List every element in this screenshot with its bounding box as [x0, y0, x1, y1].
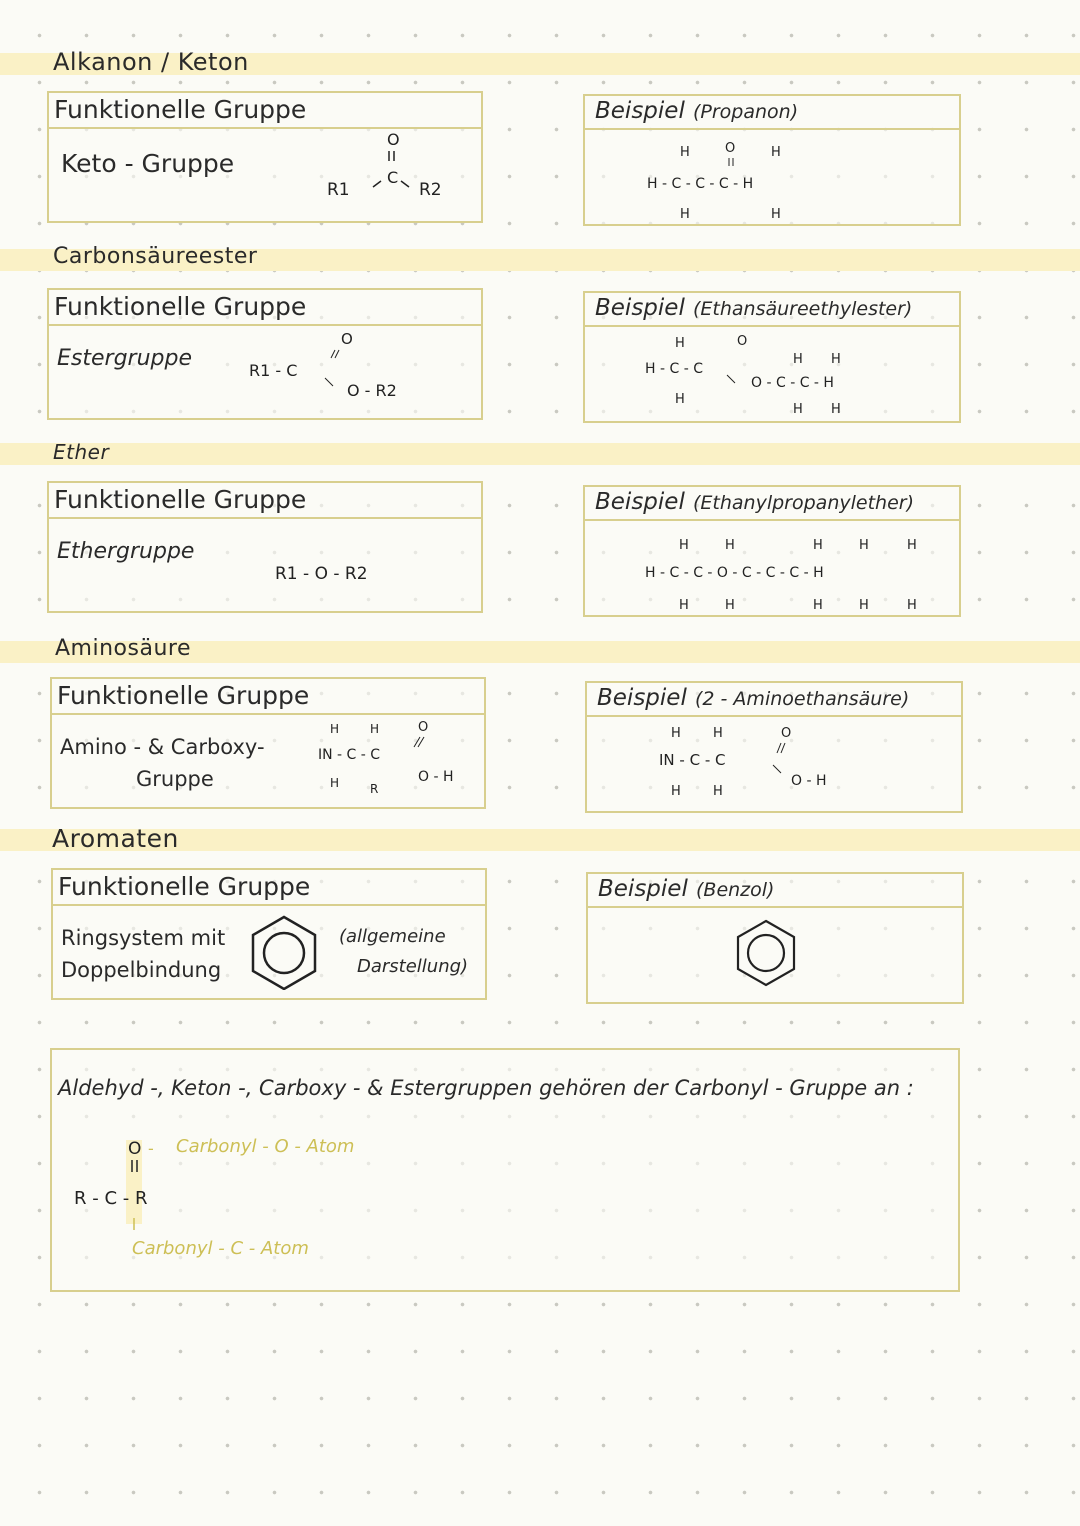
- ether-group-structure: [269, 553, 469, 593]
- example-label: Beispiel: [595, 295, 685, 321]
- section-band-ether: [0, 443, 1080, 465]
- summary-box: [50, 1048, 960, 1292]
- svg-text:O: O: [781, 726, 792, 741]
- example-box-propanon: [583, 94, 961, 226]
- svg-text:O: O: [725, 141, 736, 156]
- fg-name: Ethergruppe: [57, 539, 195, 564]
- svg-text:H: H: [679, 538, 689, 553]
- svg-text:H: H: [330, 776, 340, 790]
- svg-text:C: C: [387, 168, 399, 187]
- aminoethansaeure-structure: [657, 721, 897, 806]
- carbonyl-o-label: Carbonyl - O - Atom: [176, 1136, 355, 1157]
- fg-box-ester: [47, 288, 483, 420]
- example-label: Beispiel: [598, 876, 688, 902]
- section-title-ether: Ether: [53, 440, 110, 464]
- svg-text:H: H: [680, 207, 690, 221]
- example-box-aminosaeure: [585, 681, 963, 813]
- svg-text:R1 - O - R2: R1 - O - R2: [275, 564, 368, 584]
- aromaten-note-line2: Darstellung): [357, 956, 469, 977]
- svg-text:H: H: [831, 352, 841, 367]
- ether-example-structure: [641, 533, 961, 613]
- fg-name-line1: Amino - & Carboxy-: [60, 735, 265, 759]
- example-label: Beispiel: [595, 489, 685, 515]
- svg-text:H: H: [675, 336, 685, 351]
- example-name: (Ethanylpropanylether): [693, 492, 914, 514]
- example-box-benzol: [586, 872, 964, 1004]
- svg-text:O: O: [737, 334, 748, 349]
- example-box-ethylester: [583, 291, 961, 423]
- svg-text:IN - C - C: IN - C - C: [659, 751, 726, 769]
- svg-text:H: H: [671, 726, 681, 741]
- svg-text:H: H: [793, 352, 803, 367]
- aromaten-note-line1: (allgemeine: [339, 926, 446, 947]
- fg-box-keton: [47, 91, 483, 223]
- fg-label: Funktionelle Gruppe: [54, 292, 307, 321]
- example-label: Beispiel: [595, 98, 685, 124]
- svg-text:IN - C - C: IN - C - C: [318, 747, 381, 763]
- svg-text:O: O: [341, 330, 353, 348]
- svg-text:H: H: [813, 598, 823, 613]
- summary-text: Aldehyd -, Keton -, Carboxy - & Estergruppen gehören der Carbonyl - Gruppe an :: [58, 1076, 914, 1100]
- fg-name: Keto - Gruppe: [61, 149, 235, 178]
- fg-name-line1: Ringsystem mit: [61, 926, 226, 950]
- section-title-aminosaeure: Aminosäure: [55, 636, 191, 661]
- svg-text:H: H: [725, 538, 735, 553]
- svg-text:O: O: [418, 720, 429, 735]
- svg-text:H: H: [771, 207, 781, 221]
- svg-text:H: H: [831, 402, 841, 417]
- svg-text:O - H: O - H: [791, 773, 827, 789]
- example-name: (Propanon): [693, 101, 799, 123]
- svg-text:H: H: [771, 145, 781, 160]
- carbonyl-c-label: Carbonyl - C - Atom: [132, 1238, 309, 1259]
- svg-text:O - C - C - H: O - C - C - H: [751, 375, 834, 391]
- fg-name: Estergruppe: [57, 346, 192, 371]
- svg-text:H: H: [713, 726, 723, 741]
- fg-label: Funktionelle Gruppe: [54, 485, 307, 514]
- svg-text:O - H: O - H: [418, 769, 454, 785]
- fg-box-ether: [47, 481, 483, 613]
- svg-text:H: H: [679, 598, 689, 613]
- fg-label: Funktionelle Gruppe: [54, 95, 307, 124]
- svg-text:O - R2: O - R2: [347, 381, 397, 400]
- svg-text:-: -: [148, 1139, 154, 1158]
- svg-text:R - C - R: R - C - R: [74, 1188, 148, 1209]
- section-title-keton: Alkanon / Keton: [53, 48, 249, 76]
- svg-text:H: H: [859, 598, 869, 613]
- svg-text:R2: R2: [419, 180, 442, 200]
- svg-text:H: H: [671, 784, 681, 799]
- example-name: (Benzol): [696, 879, 775, 901]
- svg-text:R1 - C: R1 - C: [249, 361, 298, 380]
- fg-label: Funktionelle Gruppe: [57, 681, 310, 710]
- fg-box-aromaten: [51, 868, 487, 1000]
- section-title-aromaten: Aromaten: [52, 824, 179, 853]
- svg-text:H - C - C - O - C - C - C: H - C - C - O - C - C - C - H: [645, 565, 824, 581]
- example-name: (Ethansäureethylester): [693, 298, 913, 320]
- example-name: (2 - Aminoethansäure): [695, 688, 910, 710]
- example-box-ether: [583, 485, 961, 617]
- svg-text:O: O: [387, 130, 400, 149]
- keto-group-structure: [269, 129, 469, 219]
- svg-text:H: H: [330, 722, 340, 736]
- section-title-ester: Carbonsäureester: [53, 244, 258, 269]
- fg-box-aminosaeure: [50, 677, 486, 809]
- svg-text:H: H: [713, 784, 723, 799]
- example-label: Beispiel: [597, 685, 687, 711]
- svg-text:O: O: [128, 1139, 142, 1159]
- fg-label: Funktionelle Gruppe: [58, 872, 311, 901]
- svg-text:H: H: [370, 722, 380, 736]
- svg-text:R1: R1: [327, 180, 350, 200]
- svg-text:H: H: [859, 538, 869, 553]
- benzol-ring-icon: [734, 918, 798, 988]
- svg-text:H: H: [813, 538, 823, 553]
- svg-text:H: H: [907, 538, 917, 553]
- svg-text:H: H: [907, 598, 917, 613]
- benzene-ring-icon: [249, 914, 319, 990]
- svg-text:H: H: [725, 598, 735, 613]
- svg-text:H: H: [675, 392, 685, 407]
- amino-group-structure: [314, 719, 484, 804]
- propanon-structure: [641, 136, 841, 221]
- svg-text:R: R: [370, 782, 379, 796]
- svg-text:H: H: [793, 402, 803, 417]
- svg-text:H: H: [680, 145, 690, 160]
- fg-name-line2: Doppelbindung: [61, 958, 222, 982]
- svg-text:H - C - C: H - C - C: [645, 361, 703, 377]
- fg-name-line2: Gruppe: [136, 767, 214, 791]
- svg-text:H - C - C - C - H: H - C - C - C - H: [647, 176, 754, 192]
- ester-group-structure: [239, 326, 479, 416]
- ethylester-structure: [641, 331, 941, 421]
